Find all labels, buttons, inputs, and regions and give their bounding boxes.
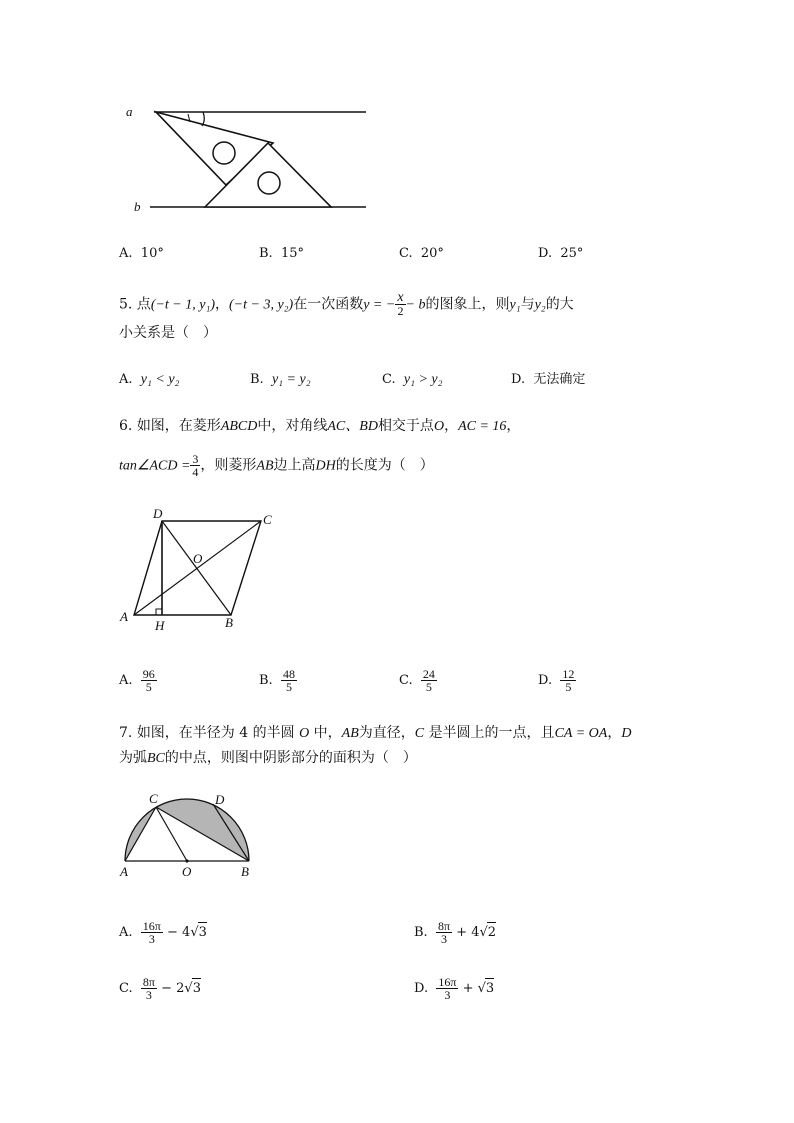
q4-figure — [118, 100, 378, 220]
svg-text:O: O — [193, 551, 203, 566]
svg-text:D: D — [153, 506, 163, 521]
q4-option-c: C. 20° — [399, 246, 444, 261]
q6-figure — [115, 505, 285, 635]
q5-fn-fraction: $\frac{x}{2}$ — [397, 290, 404, 318]
svg-text:B: B — [241, 864, 249, 879]
chord-ca — [125, 807, 156, 861]
q6-tan-fraction: $\frac{3}{4}$ — [192, 452, 199, 479]
shaded-region-cdb — [156, 798, 249, 861]
q6-option-a: A. $\frac{96}{5}$ — [119, 667, 155, 694]
q6-option-d: D. $\frac{12}{5}$ — [538, 667, 575, 694]
q5-stem-line1: 5. 点(−t − 1, y₁)，(−t − 3, y₂)在一次函数y = − $\frac{x}{2}$ − b的图象上，则y₁与y₂的大 — [119, 290, 574, 318]
q6-stem-line1: 6. 如图，在菱形ABCD中，对角线AC、BD相交于点O，AC = 16， — [119, 418, 521, 434]
q7-option-d: D. $\frac{16\pi}{3}$ + √3 — [414, 975, 495, 1002]
label-a: a — [126, 104, 133, 119]
q6-stem-line2: tan∠ACD = $\frac{3}{4}$ ，则菱形AB边上高DH的长度为（ ） — [119, 452, 434, 479]
diagonal-bd — [162, 521, 231, 615]
q6-option-c: C. $\frac{24}{5}$ — [399, 667, 435, 694]
svg-text:B: B — [225, 615, 233, 630]
center-o — [185, 859, 188, 862]
q4-option-b: B. 15° — [259, 246, 304, 261]
q5-option-c: C. y₁ > y₂ — [382, 372, 443, 387]
svg-text:A: A — [120, 864, 128, 879]
q7-option-a: A. $\frac{16\pi}{3}$ − 4√3 — [119, 919, 207, 946]
q4-option-d: D. 25° — [538, 246, 584, 261]
right-angle-mark — [156, 609, 162, 615]
right-triangle — [205, 143, 331, 207]
q7-option-b: B. $\frac{8\pi}{3}$ + 4√2 — [414, 919, 497, 946]
q4-option-a: A. 10° — [119, 246, 164, 261]
q6-option-b: B. $\frac{48}{5}$ — [259, 667, 295, 694]
label-b: b — [134, 199, 141, 214]
q5-option-b: B. y₁ = y₂ — [250, 372, 311, 387]
q7-figure — [115, 790, 260, 880]
svg-text:A: A — [120, 609, 128, 624]
left-triangle-hole — [213, 142, 235, 164]
q7-stem-line2: 为弧BC的中点，则图中阴影部分的面积为（ ） — [119, 750, 417, 766]
svg-text:H: H — [155, 618, 165, 633]
svg-text:C: C — [149, 791, 158, 806]
svg-text:O: O — [182, 864, 192, 879]
q7-option-c: C. $\frac{8\pi}{3}$ − 2√3 — [119, 975, 201, 1002]
q7-stem-line1: 7. 如图，在半径为 4 的半圆 O 中，AB为直径，C 是半圆上的一点，且CA = OA，D — [119, 725, 632, 741]
q5-option-a: A. y₁ < y₂ — [119, 372, 180, 387]
diagonal-ac — [134, 521, 261, 615]
svg-text:C: C — [263, 512, 272, 527]
svg-text:D: D — [215, 792, 225, 807]
q5-stem-line2: 小关系是（ ） — [119, 325, 217, 341]
q5-option-d: D. 无法确定 — [511, 372, 586, 387]
